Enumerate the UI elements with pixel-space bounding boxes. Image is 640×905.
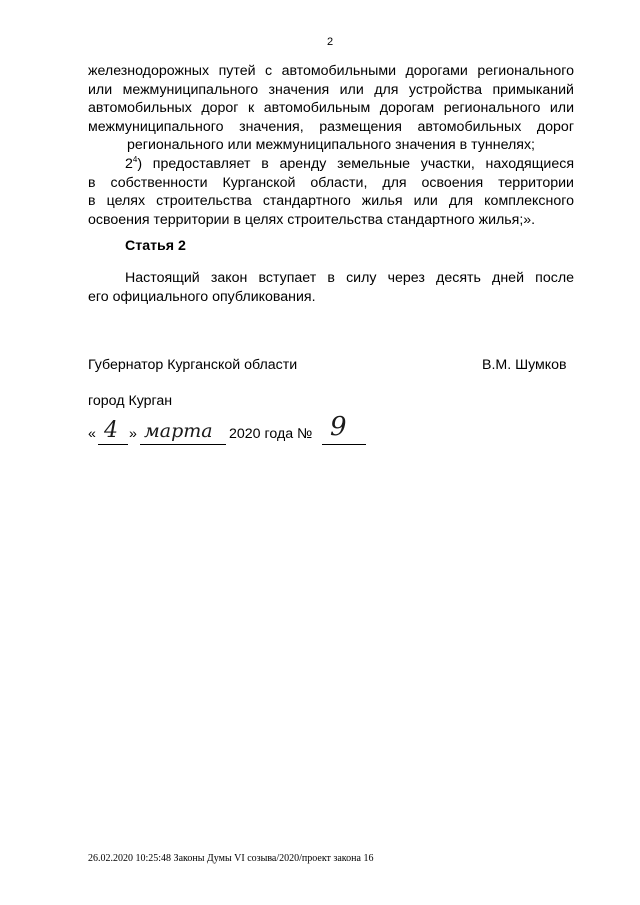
number-underline <box>322 444 366 445</box>
close-quote: » <box>129 426 137 442</box>
text-line: автомобильных дорог к автомобильным дорогам регионального или <box>88 100 574 117</box>
text-line: или межмуниципального значения или для устройства примыканий <box>88 81 574 98</box>
item-number: 2 <box>125 156 133 172</box>
item-first-line-text: ) предоставляет в аренду земельные участки, находящиеся <box>137 156 574 172</box>
text-line: Настоящий закон вступает в силу через десять дней после <box>125 270 574 286</box>
year-text: 2020 года № <box>229 426 313 442</box>
day-underline <box>98 444 128 445</box>
date-line <box>88 412 388 448</box>
city: город Курган <box>88 393 173 409</box>
text-line: межмуниципального значения, размещения автомобильных дорог <box>88 118 574 135</box>
signatory-position: Губернатор Курганской области <box>88 357 298 373</box>
article-heading: Статья 2 <box>125 238 186 254</box>
article-2-paragraph <box>88 269 574 306</box>
text-line: железнодорожных путей с автомобильными дорогами регионального <box>88 63 574 79</box>
text-line: его официального опубликования. <box>88 288 316 305</box>
continuation-paragraph <box>88 62 574 155</box>
page-number: 2 <box>326 36 334 48</box>
month-underline <box>140 444 226 445</box>
month-handwritten: марта <box>144 420 213 442</box>
number-handwritten: 9 <box>330 412 347 442</box>
footer-stamp: 26.02.2020 10:25:48 Законы Думы VI созыва/2020/проект закона 16 <box>88 853 374 864</box>
text-line: в целях строительства стандартного жилья или для комплексного <box>88 193 574 210</box>
item-superscript: 4 <box>132 155 138 164</box>
day-handwritten: 4 <box>104 418 118 443</box>
signatory-name: В.М. Шумков <box>482 357 567 373</box>
text-line: в собственности Курганской области, для освоения территории <box>88 174 574 191</box>
text-line: регионального или межмуниципального значения в туннелях; <box>126 137 535 154</box>
item-first-line <box>88 155 574 174</box>
item-paragraph <box>88 155 574 229</box>
text-line: освоения территории в целях строительства стандартного жилья;». <box>88 211 536 228</box>
open-quote: « <box>88 426 96 442</box>
